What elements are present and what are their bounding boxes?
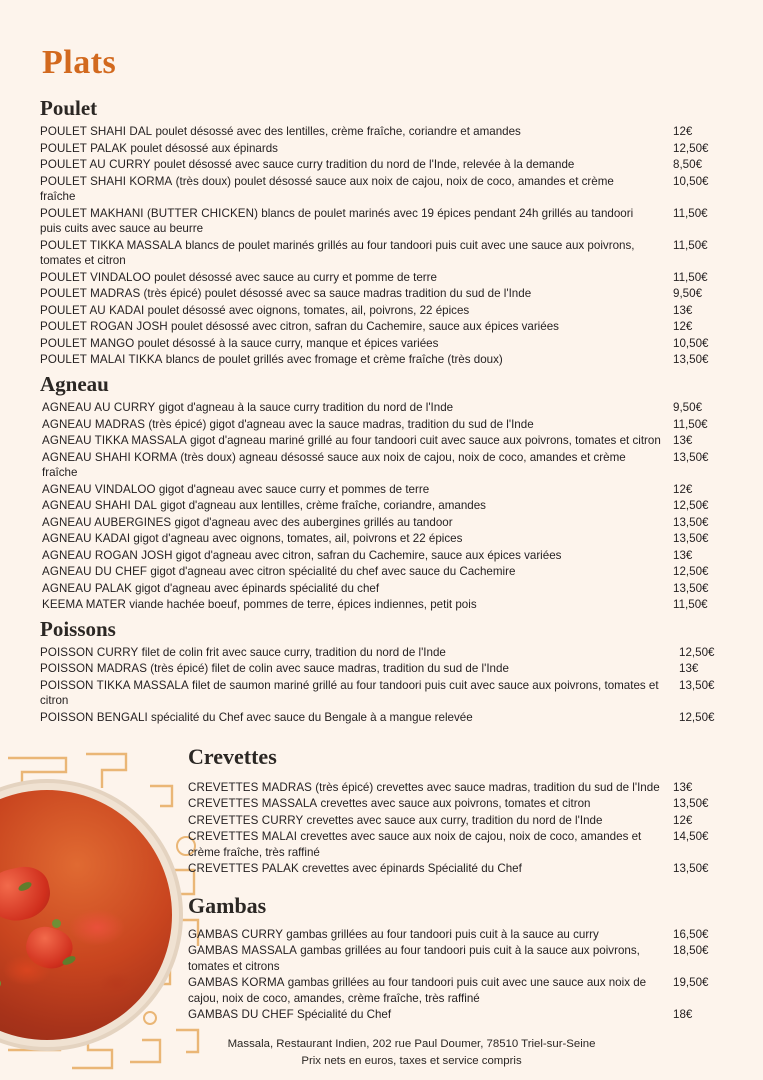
item-desc: gigot d'agneau mariné grillé au four tandoori cuit avec sauce aux poivrons, tomates et citron bbox=[190, 434, 661, 448]
menu-item bbox=[40, 645, 729, 661]
item-price: 11,50€ bbox=[673, 598, 708, 612]
menu-item bbox=[40, 319, 729, 335]
item-name: GAMBAS MASSALA bbox=[188, 944, 297, 958]
section-poulet bbox=[38, 96, 729, 368]
item-name: POULET VINDALOO bbox=[40, 270, 151, 284]
item-desc: poulet désossé aux épinards bbox=[130, 141, 278, 155]
menu-item bbox=[40, 661, 729, 677]
item-name: POULET SHAHI KORMA bbox=[40, 174, 173, 188]
item-name: CREVETTES MALAI bbox=[188, 830, 298, 844]
menu-item-list bbox=[186, 780, 729, 877]
item-price: 13,50€ bbox=[673, 532, 709, 546]
section-title-agneau: Agneau bbox=[40, 371, 109, 396]
item-price: 13,50€ bbox=[679, 678, 715, 692]
menu-item bbox=[40, 710, 729, 726]
item-desc: gambas grillées au four tandoori puis cuit à la sauce aux poivrons, tomates et citrons bbox=[188, 944, 640, 973]
menu-item bbox=[42, 515, 729, 531]
page-footer bbox=[0, 1036, 763, 1070]
item-price: 10,50€ bbox=[673, 174, 709, 188]
item-desc: (très épicé) crevettes avec sauce madras, tradition du sud de l'Inde bbox=[315, 780, 660, 794]
item-name: POISSON TIKKA MASSALA bbox=[40, 678, 189, 692]
item-price: 12€ bbox=[673, 482, 693, 496]
item-desc: poulet désossé avec sauce au curry et pomme de terre bbox=[154, 270, 437, 284]
item-desc: gigot d'agneau avec des aubergines grillés au tandoor bbox=[174, 515, 453, 529]
item-price: 8,50€ bbox=[673, 158, 703, 172]
item-name: POISSON MADRAS bbox=[40, 662, 148, 676]
item-desc: filet de saumon mariné grillé au four tandoori puis cuit avec sauce aux poivrons, tomates et citron bbox=[40, 678, 659, 708]
item-price: 12,50€ bbox=[679, 711, 715, 724]
item-desc: gigot d'agneau avec oignons, tomates, ail, poivrons et 22 épices bbox=[133, 532, 463, 546]
item-desc: gambas grillées au four tandoori puis cuit à la sauce au curry bbox=[286, 927, 599, 941]
item-desc: filet de colin frit avec sauce curry, tradition du nord de l'Inde bbox=[141, 645, 446, 659]
menu-item bbox=[42, 498, 729, 514]
footer-notice: Prix nets en euros, taxes et service compris bbox=[301, 1054, 522, 1067]
item-name: AGNEAU AUBERGINES bbox=[42, 515, 172, 529]
item-desc: crevettes avec sauce aux noix de cajou, noix de coco, amandes et crème fraîche, très raffiné bbox=[188, 830, 642, 859]
item-name: POULET TIKKA MASSALA bbox=[40, 238, 183, 252]
item-price: 12,50€ bbox=[673, 565, 709, 579]
item-price: 13€ bbox=[673, 780, 693, 794]
item-price: 13€ bbox=[673, 548, 693, 562]
item-price: 13,50€ bbox=[673, 797, 709, 811]
item-price: 12€ bbox=[673, 320, 693, 334]
item-price: 12,50€ bbox=[679, 645, 715, 659]
item-name: AGNEAU DU CHEF bbox=[42, 565, 148, 579]
item-name: CREVETTES MADRAS bbox=[188, 780, 312, 794]
item-desc: poulet désossé avec citron, safran du Cachemire, sauce aux épices variées bbox=[171, 320, 559, 334]
item-desc: blancs de poulet marinés avec 19 épices pendant 24h grillés au tandoori puis cuits avec sauce au beurre bbox=[40, 206, 634, 236]
section-title-poulet: Poulet bbox=[40, 96, 98, 120]
item-price: 13,50€ bbox=[673, 862, 709, 876]
menu-item bbox=[40, 336, 729, 352]
footer-address: Massala, Restaurant Indien, 202 rue Paul Doumer, 78510 Triel-sur-Seine bbox=[227, 1037, 596, 1050]
item-name: POISSON CURRY bbox=[40, 645, 139, 659]
item-name: AGNEAU TIKKA MASSALA bbox=[42, 434, 187, 448]
item-desc: blancs de poulet grillés avec fromage et crème fraîche (très doux) bbox=[165, 353, 503, 367]
item-desc: viande hachée boeuf, pommes de terre, épices indiennes, petit pois bbox=[129, 598, 477, 612]
item-desc: crevettes avec sauce aux poivrons, tomates et citron bbox=[320, 797, 591, 811]
item-price: 13€ bbox=[673, 303, 693, 317]
menu-item bbox=[40, 124, 729, 140]
item-desc: blancs de poulet marinés grillés au four tandoori puis cuit avec une sauce aux poivrons, tomates et citron bbox=[40, 238, 635, 268]
menu-item bbox=[188, 796, 729, 812]
item-price: 11,50€ bbox=[673, 206, 708, 220]
item-price: 10,50€ bbox=[673, 336, 709, 350]
item-name: POULET SHAHI DAL bbox=[40, 125, 153, 138]
item-price: 14,50€ bbox=[673, 830, 709, 844]
section-poissons bbox=[38, 617, 729, 726]
item-desc: poulet désossé avec oignons, tomates, ail, poivrons, 22 épices bbox=[147, 303, 470, 317]
item-desc: crevettes avec épinards Spécialité du Chef bbox=[302, 862, 522, 876]
menu-item bbox=[42, 417, 729, 433]
menu-item-list bbox=[38, 645, 729, 726]
menu-item bbox=[42, 597, 729, 613]
menu-item bbox=[42, 433, 729, 449]
menu-item bbox=[188, 861, 729, 877]
menu-item bbox=[188, 780, 729, 796]
item-desc: Spécialité du Chef bbox=[297, 1008, 392, 1022]
item-name: CREVETTES CURRY bbox=[188, 813, 304, 827]
menu-item bbox=[40, 678, 729, 709]
item-price: 11,50€ bbox=[673, 238, 708, 252]
item-price: 13,50€ bbox=[673, 515, 709, 529]
item-name: POULET MADRAS bbox=[40, 287, 141, 301]
item-name: POULET AU KADAI bbox=[40, 303, 145, 317]
item-name: POULET MALAI TIKKA bbox=[40, 353, 163, 367]
item-desc: (très épicé) gigot d'agneau avec la sauce madras, tradition du sud de l'Inde bbox=[148, 417, 534, 431]
item-desc: gigot d'agneau avec citron spécialité du chef avec sauce du Cachemire bbox=[150, 565, 516, 579]
item-price: 13,50€ bbox=[673, 353, 709, 367]
section-gambas bbox=[38, 893, 729, 1023]
menu-item bbox=[188, 829, 729, 860]
menu-item bbox=[42, 450, 729, 481]
item-name: AGNEAU MADRAS bbox=[42, 417, 146, 431]
menu-item bbox=[40, 141, 729, 157]
item-name: POULET MAKHANI (BUTTER CHICKEN) bbox=[40, 206, 259, 220]
item-name: CREVETTES MASSALA bbox=[188, 797, 318, 811]
page-title: Plats bbox=[42, 44, 117, 81]
item-desc: gigot d'agneau aux lentilles, crème fraîche, coriandre, amandes bbox=[160, 499, 486, 513]
item-name: POULET AU CURRY bbox=[40, 158, 151, 172]
menu-item bbox=[188, 943, 729, 974]
item-desc: gigot d'agneau avec épinards spécialité du chef bbox=[135, 581, 380, 595]
item-desc: gambas grillées au four tandoori puis cuit avec une sauce aux noix de cajou, noix de coco, amandes, crème fraîche, très raffiné bbox=[188, 976, 647, 1005]
item-name: AGNEAU SHAHI KORMA bbox=[42, 450, 178, 464]
menu-item bbox=[188, 1007, 729, 1023]
menu-item bbox=[42, 581, 729, 597]
menu-item-list bbox=[186, 927, 729, 1023]
menu-item bbox=[42, 548, 729, 564]
menu-item bbox=[40, 157, 729, 173]
menu-item bbox=[40, 303, 729, 319]
menu-item bbox=[42, 400, 729, 416]
item-desc: spécialité du Chef avec sauce du Bengale à a mangue relevée bbox=[151, 711, 473, 724]
section-agneau bbox=[38, 372, 729, 613]
item-price: 19,50€ bbox=[673, 976, 709, 990]
item-price: 12,50€ bbox=[673, 141, 709, 155]
item-name: AGNEAU VINDALOO bbox=[42, 482, 156, 496]
menu-item-list bbox=[38, 124, 729, 368]
item-price: 12€ bbox=[673, 813, 693, 827]
menu-item bbox=[40, 174, 729, 205]
section-title-gambas: Gambas bbox=[188, 892, 267, 918]
item-price: 9,50€ bbox=[673, 400, 703, 414]
item-price: 18,50€ bbox=[673, 944, 709, 958]
item-desc: (très épicé) filet de colin avec sauce madras, tradition du sud de l'Inde bbox=[150, 662, 509, 676]
item-desc: gigot d'agneau avec citron, safran du Cachemire, sauce aux épices variées bbox=[175, 548, 562, 562]
item-name: CREVETTES PALAK bbox=[188, 862, 299, 876]
item-price: 11,50€ bbox=[673, 417, 708, 431]
item-name: KEEMA MATER bbox=[42, 598, 126, 612]
menu-item bbox=[42, 531, 729, 547]
menu-item bbox=[188, 975, 729, 1006]
item-desc: poulet désossé avec sauce curry tradition du nord de l'Inde, relevée à la demande bbox=[153, 158, 575, 172]
item-name: POULET MANGO bbox=[40, 336, 135, 350]
item-name: GAMBAS KORMA bbox=[188, 976, 285, 990]
menu-item bbox=[40, 352, 729, 368]
item-price: 13€ bbox=[679, 662, 699, 676]
menu-item bbox=[188, 927, 729, 943]
item-desc: poulet désossé à la sauce curry, manque et épices variées bbox=[137, 336, 439, 350]
section-title-poissons: Poissons bbox=[40, 616, 116, 641]
menu-item bbox=[40, 238, 729, 269]
menu-item bbox=[42, 564, 729, 580]
item-price: 13,50€ bbox=[673, 450, 709, 464]
item-name: AGNEAU PALAK bbox=[42, 581, 132, 595]
item-desc: (très épicé) poulet désossé avec sa sauce madras tradition du sud de l'Inde bbox=[143, 287, 532, 301]
item-price: 13,50€ bbox=[673, 581, 709, 595]
item-price: 16,50€ bbox=[673, 927, 709, 941]
item-price: 11,50€ bbox=[673, 270, 708, 284]
item-name: POULET PALAK bbox=[40, 141, 128, 155]
menu-item bbox=[40, 270, 729, 286]
item-desc: (très doux) agneau désossé sauce aux noix de cajou, noix de coco, amandes et crème fraîche bbox=[42, 450, 626, 480]
item-price: 12€ bbox=[673, 125, 693, 138]
item-name: AGNEAU KADAI bbox=[42, 532, 131, 546]
item-desc: poulet désossé avec des lentilles, crème fraîche, coriandre et amandes bbox=[155, 125, 521, 138]
item-name: AGNEAU AU CURRY bbox=[42, 400, 156, 414]
item-price: 9,50€ bbox=[673, 287, 703, 301]
menu-item bbox=[188, 813, 729, 829]
menu-item bbox=[42, 482, 729, 498]
menu-item-list bbox=[38, 400, 729, 613]
item-price: 13€ bbox=[673, 434, 693, 448]
item-name: AGNEAU ROGAN JOSH bbox=[42, 548, 173, 562]
menu-item bbox=[40, 206, 729, 237]
item-desc: (très doux) poulet désossé sauce aux noix de cajou, noix de coco, amandes et crème fraîche bbox=[40, 174, 614, 204]
item-name: POISSON BENGALI bbox=[40, 711, 148, 724]
item-name: POULET ROGAN JOSH bbox=[40, 320, 168, 334]
item-price: 12,50€ bbox=[673, 499, 709, 513]
item-desc: gigot d'agneau à la sauce curry tradition du nord de l'Inde bbox=[158, 400, 454, 414]
item-price: 18€ bbox=[673, 1008, 693, 1022]
item-desc: gigot d'agneau avec sauce curry et pommes de terre bbox=[158, 482, 430, 496]
section-crevettes bbox=[38, 744, 729, 877]
item-desc: crevettes avec sauce aux curry, tradition du nord de l'Inde bbox=[306, 813, 603, 827]
menu-item bbox=[40, 286, 729, 302]
item-name: AGNEAU SHAHI DAL bbox=[42, 499, 157, 513]
item-name: GAMBAS CURRY bbox=[188, 927, 284, 941]
section-title-crevettes: Crevettes bbox=[188, 743, 277, 769]
item-name: GAMBAS DU CHEF bbox=[188, 1008, 294, 1022]
